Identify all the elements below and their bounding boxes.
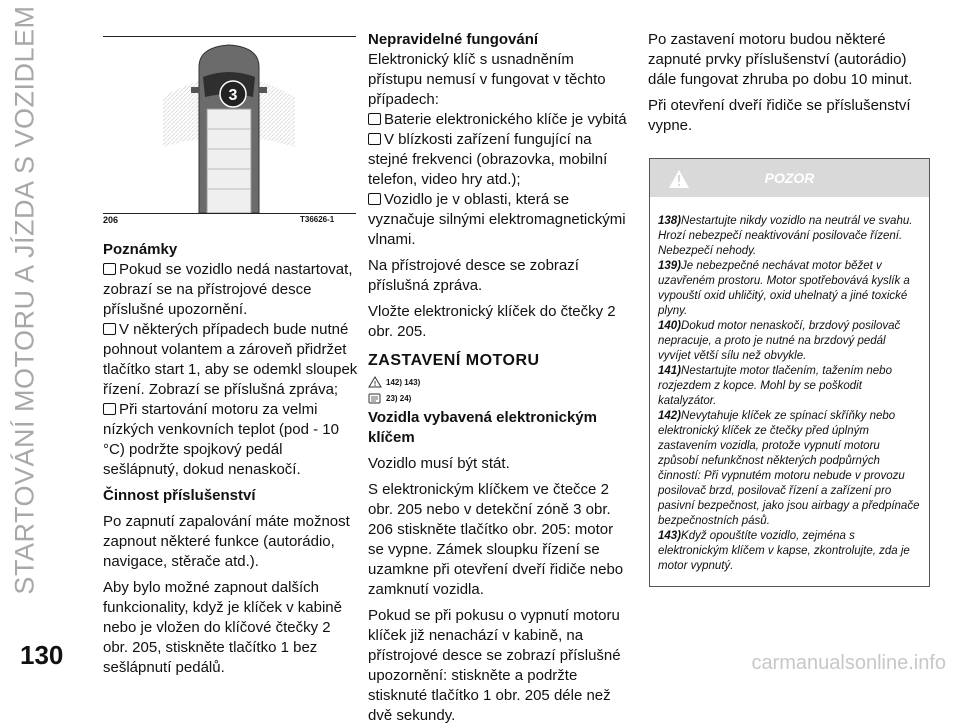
bullet-icon (103, 323, 116, 335)
note-item: V některých případech bude nutné pohnout volantem a zároveň přidržet tlačítko start 1, aby se odemkl sloupek řízení. Zobrazí se příslušná zpráva; (103, 321, 358, 398)
column-1 (103, 240, 358, 678)
electronic-paragraph: Vozidlo musí být stát. (368, 455, 510, 472)
bullet-icon (103, 403, 116, 415)
warning-reference: ! 142) 143) (368, 376, 630, 388)
callout-3-label: 3 (228, 87, 238, 104)
electronic-paragraph: Pokud se při pokusu o vypnutí motoru klíček již nenachází v kabině, na přístrojové desce se zobrazí příslušné upozornění: stiskněte a podržte stisknuté tlačítko 1 obr. 205 déle než dvě sekundy. (368, 607, 621, 724)
section-title-stop-engine: ZASTAVENÍ MOTORU (368, 352, 540, 369)
malfunction-heading: Nepravidelné fungování (368, 31, 539, 48)
malfunction-paragraph: Na přístrojové desce se zobrazí příslušná zpráva. (368, 257, 579, 294)
warning-item: 142)Nevytahuje klíček ze spínací skříňky nebo elektronický klíček ze čtečky před úplným zastavením vozidla, protože vypnutí motoru způsobí nefunkčnost některých podpůrných činností: Při vypnutém motoru nebude v provozu posilovač brzd, posilovač řízení a zařízení pro pasivní bezpečnost, jako jsou airbagy a předpínače bezpečnostních pásů. (658, 410, 920, 527)
warning-item: 138)Nestartujte nikdy vozidlo na neutrál ve svahu. Hrozí nebezpečí neaktivování posilovače řízení. Nebezpečí nehody. (658, 215, 913, 257)
accessories-paragraph: Aby bylo možné zapnout dalších funkcionality, když je klíček v kabině nebo je vložen do klíčové čtečky 2 obr. 205, stiskněte tlačítko 1 bez sešlápnutí pedálů. (103, 579, 342, 676)
bullet-icon (368, 113, 381, 125)
page-number: 130 (20, 640, 64, 670)
warning-triangle-icon (368, 376, 382, 388)
warning-item: 139)Je nebezpečné nechávat motor běžet v uzavřeném prostoru. Motor spotřebovává kyslík a vypouští oxid uhličitý, oxid uhelnatý a jiné toxické plyny. (658, 260, 910, 317)
notes-heading: Poznámky (103, 241, 178, 258)
malfunction-item: Vozidlo je v oblasti, která se vyznačuje silnými elektromagnetickými vlnami. (368, 191, 626, 248)
watermark: carmanualsonline.info (751, 652, 946, 674)
warning-item: 143)Když opouštíte vozidlo, zejména s elektronickým klíčem v kapse, zkontrolujte, zda je motor vypnutý. (658, 530, 910, 572)
malfunction-paragraph: Vložte elektronický klíček do čtečky 2 obr. 205. (368, 303, 616, 340)
column-3 (648, 30, 928, 136)
warning-item: 141)Nestartujte motor tlačením, tažením nebo rozjezdem z kopce. Mohl by se poškodit katalyzátor. (658, 365, 892, 407)
electronic-paragraph: S elektronickým klíčkem ve čtečce 2 obr. 205 nebo v detekční zóně 3 obr. 206 stiskněte tlačítko obr. 205: motor se vypne. Zámek sloupku řízení se uzamkne při otevření dveří řidiče nebo zamknutí vozidla. (368, 481, 624, 598)
svg-text:!: ! (373, 381, 377, 388)
bullet-icon (368, 193, 381, 205)
malfunction-item: V blízkosti zařízení fungující na stejné frekvenci (obrazovka, mobilní telefon, video hry atd.); (368, 131, 608, 188)
chapter-side-title: STARTOVÁNÍ MOTORU A JÍZDA S VOZIDLEM (9, 5, 40, 595)
figure-code: T36626-1 (300, 215, 335, 224)
pozor-body (650, 197, 929, 574)
bullet-icon (368, 133, 381, 145)
note-reference: 23) 24) (368, 392, 630, 404)
warning-item: 140)Dokud motor nenaskočí, brzdový posilovač nepracuje, a proto je nutné na brzdový pedál vyvíjet větší sílu než obvykle. (658, 320, 901, 362)
pozor-title: POZOR (764, 170, 815, 186)
column-2 (368, 30, 630, 726)
info-icon (368, 392, 382, 404)
figure-number: 206 (103, 215, 119, 225)
van-top-view-illustration (103, 37, 356, 213)
accessory-shutdown-paragraph: Při otevření dveří řidiče se příslušenství vypne. (648, 97, 911, 134)
figure-vehicle-detection-zone (103, 36, 356, 214)
malfunction-item: Baterie elektronického klíče je vybitá (368, 110, 630, 130)
note-item: Při startování motoru za velmi nízkých venkovních teplot (pod - 10 °C) podržte spojkový pedál sešlápnutý, dokud nenaskočí. (103, 401, 339, 478)
accessories-heading: Činnost příslušenství (103, 487, 256, 504)
malfunction-intro: Elektronický klíč s usnadněním přístupu nemusí v fungovat v těchto případech: (368, 51, 606, 108)
pozor-warning-box (649, 158, 930, 587)
accessory-shutdown-paragraph: Po zastavení motoru budou některé zapnuté prvky příslušenství (autorádio) dále fungovat zhruba po dobu 10 minut. (648, 31, 913, 88)
note-item: Pokud se vozidlo nedá nastartovat, zobrazí se na přístrojové desce příslušné upozornění. (103, 261, 353, 318)
pozor-header (650, 159, 929, 197)
bullet-icon (103, 263, 116, 275)
electronic-key-heading: Vozidla vybavená elektronickým klíčem (368, 409, 597, 446)
accessories-paragraph: Po zapnutí zapalování máte možnost zapnout některé funkce (autorádio, navigace, stěrače atd.). (103, 513, 350, 570)
